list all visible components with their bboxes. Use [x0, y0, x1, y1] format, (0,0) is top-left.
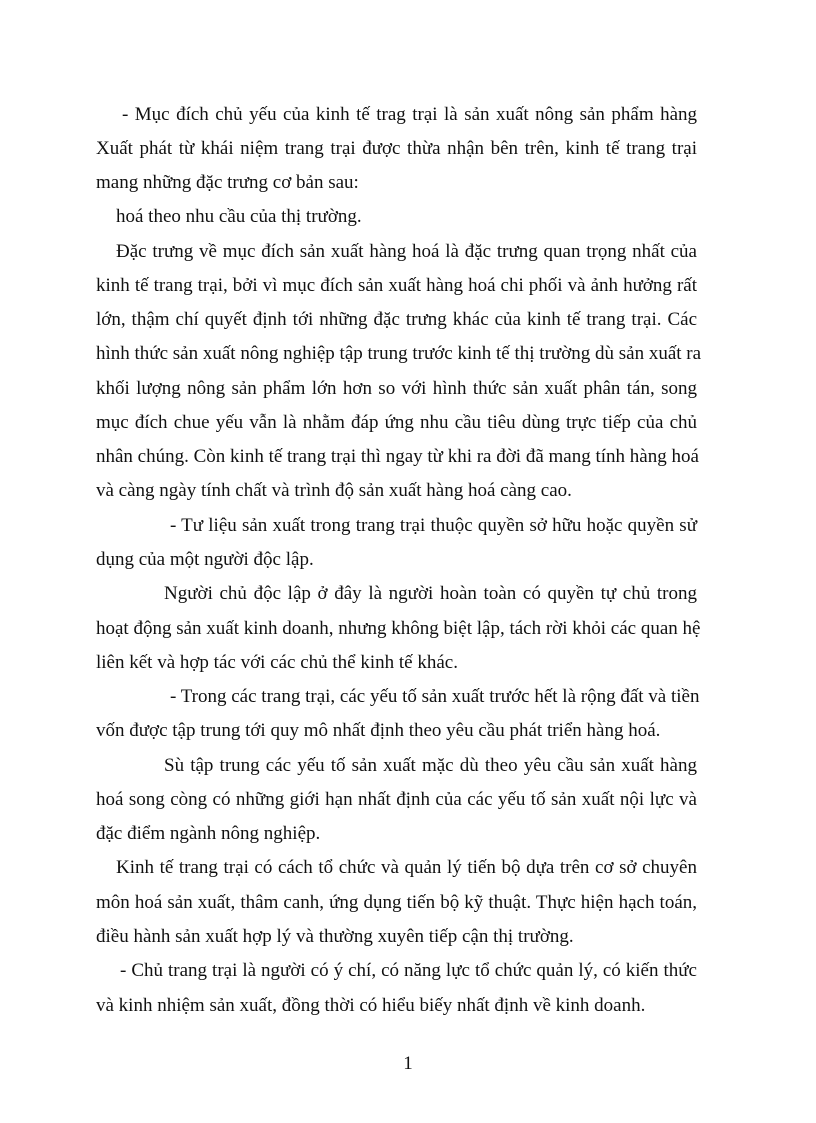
text-line-23: Kinh tế trang trại có cách tổ chức và quản lý tiến bộ dựa trên cơ sở chuyên	[116, 857, 697, 878]
text-line-18: - Trong các trang trại, các yếu tố sản xuất trước hết là rộng đất và tiền	[170, 686, 700, 707]
text-line-27: và kinh nhiệm sản xuất, đồng thời có hiểu biếy nhất định về kinh doanh.	[96, 995, 646, 1016]
text-line-6: kinh tế trang trại, bởi vì mục đích sản xuất hàng hoá chi phối và ảnh hưởng rất	[96, 275, 697, 296]
text-line-3: mang những đặc trưng cơ bản sau:	[96, 172, 359, 193]
text-line-19: vốn được tập trung tới quy mô nhất định theo yêu cầu phát triển hàng hoá.	[96, 720, 661, 741]
text-line-22: đặc điểm ngành nông nghiệp.	[96, 823, 321, 844]
text-line-13: - Tư liệu sản xuất trong trang trại thuộc quyền sở hữu hoặc quyền sử	[170, 515, 697, 536]
text-line-8: hình thức sản xuất nông nghiệp tập trung trước kinh tế thị trường dù sản xuất ra	[96, 343, 702, 364]
text-line-20: Sù tập trung các yếu tố sản xuất mặc dù theo yêu cầu sản xuất hàng	[164, 755, 697, 776]
text-line-4: hoá theo nhu cầu của thị trường.	[116, 206, 362, 227]
text-line-12: và càng ngày tính chất và trình độ sản xuất hàng hoá càng cao.	[96, 480, 572, 501]
text-line-16: hoạt động sản xuất kinh doanh, nhưng không biệt lập, tách rời khỏi các quan hệ	[96, 618, 701, 639]
text-line-10: mục đích chue yếu vẫn là nhằm đáp ứng nhu cầu tiêu dùng trực tiếp của chủ	[96, 412, 697, 433]
text-line-25: điều hành sản xuất hợp lý và thường xuyên tiếp cận thị trường.	[96, 926, 574, 947]
text-line-2: Xuất phát từ khái niệm trang trại được thừa nhận bên trên, kinh tế trang trại	[96, 138, 697, 159]
text-line-17: liên kết và hợp tác với các chủ thể kinh tế khác.	[96, 652, 458, 673]
page-number: 1	[403, 1053, 413, 1074]
text-line-26: - Chủ trang trại là người có ý chí, có năng lực tổ chức quản lý, có kiến thức	[120, 960, 697, 981]
text-line-14: dụng của một người độc lập.	[96, 549, 314, 570]
text-line-1: - Mục đích chủ yếu của kinh tế trag trại là sản xuất nông sản phẩm hàng	[122, 104, 697, 125]
text-line-11: nhân chúng. Còn kinh tế trang trại thì ngay từ khi ra đời đã mang tính hàng hoá	[96, 446, 699, 467]
text-line-15: Người chủ độc lập ở đây là người hoàn toàn có quyền tự chủ trong	[164, 583, 697, 604]
text-line-9: khối lượng nông sản phẩm lớn hơn so với hình thức sản xuất phân tán, song	[96, 378, 697, 399]
text-line-24: môn hoá sản xuất, thâm canh, ứng dụng tiến bộ kỹ thuật. Thực hiện hạch toán,	[96, 892, 697, 913]
text-line-7: lớn, thậm chí quyết định tới những đặc trưng khác của kinh tế trang trại. Các	[96, 309, 697, 330]
text-line-5: Đặc trưng về mục đích sản xuất hàng hoá là đặc trưng quan trọng nhất của	[116, 241, 697, 262]
text-line-21: hoá song còng có những giới hạn nhất định của các yếu tố sản xuất nội lực và	[96, 789, 697, 810]
